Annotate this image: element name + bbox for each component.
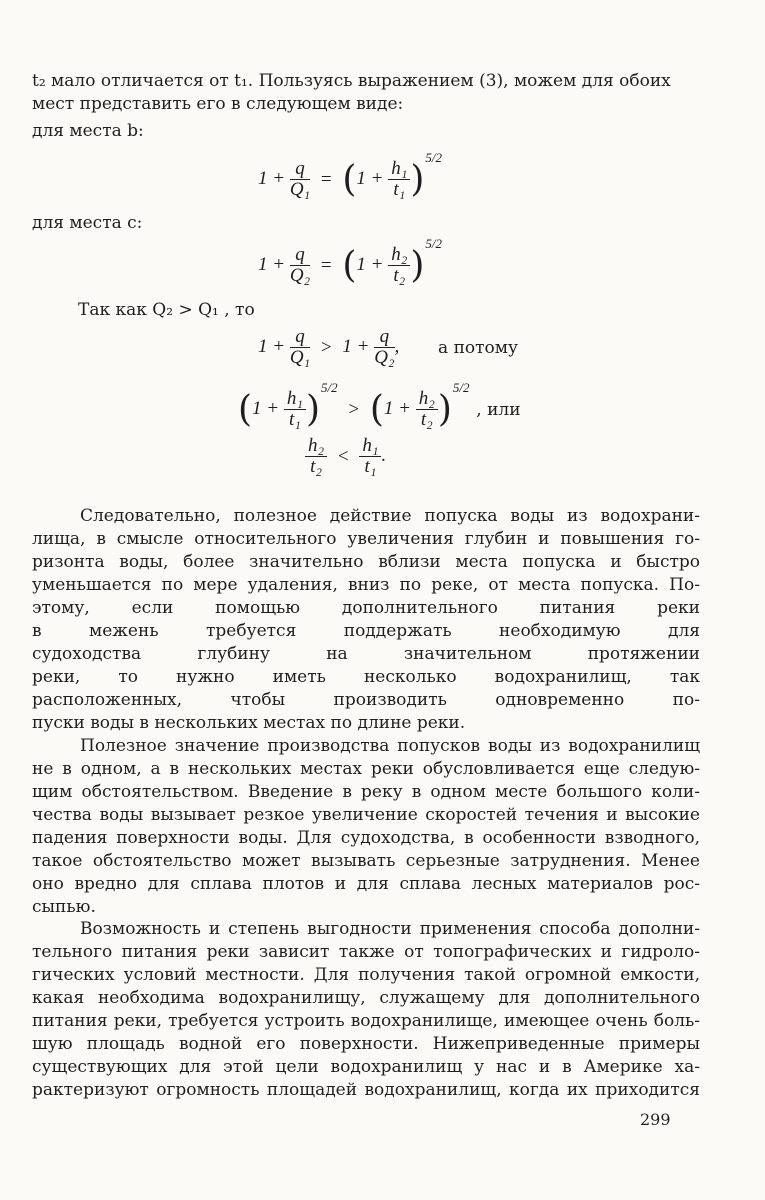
f2-ratio: $\frac{\text{h₂}}{\text{t₂}}$ — [388, 245, 410, 286]
text-line: падения поверхности воды. Для судоходства, в особенности взводного, — [32, 828, 700, 848]
text-line: судоходства глубину на значительном протяжении — [32, 644, 700, 664]
f4-word: , или — [476, 399, 521, 420]
f1-ratio: $\frac{\text{h₁}}{\text{t₁}}$ — [388, 159, 410, 200]
paragraph-1 — [32, 505, 700, 735]
formula-inequality-3: $\frac{\text{h₂}}{\text{t₂}}$ < $\frac{\text{h₁}}{\text{t₁}}$ . — [305, 436, 386, 477]
intro-line-1: t₂ мало отличается от t₁. Пользуясь выражением (3), можем для обоих — [32, 71, 671, 91]
formula-inequality-2: (1 + $\frac{\text{h₁}}{\text{t₁}}$ )$^{5/2}$ > (1 + $\frac{\text{h₂}}{\text{t₂}}$ )$^{5/2}$ , или — [238, 380, 521, 431]
text-line: питания реки, требуется устроить водохранилище, имеющее очень боль- — [32, 1011, 700, 1031]
formula-place-c: 1 + $\frac{q}{\text{Q₂}}$ = (1 + $\frac{\text{h₂}}{\text{t₂}}$ )$^{5/2}$ — [258, 236, 443, 287]
text-line: этому, если помощью дополнительного питания реки — [32, 598, 700, 618]
f1-exponent: 5/2 — [425, 150, 443, 165]
text-line: реки, то нужно иметь несколько водохранилищ, так — [32, 667, 700, 687]
text-line: рактеризуют огромность площадей водохранилищ, когда их приходится — [32, 1080, 700, 1100]
f3-word: а потому — [438, 337, 519, 358]
text-line: Полезное значение производства попусков воды из водохранилищ — [80, 736, 700, 756]
paragraph-2 — [32, 735, 700, 919]
text-line: пуски воды в нескольких местах по длине реки. — [32, 713, 466, 733]
since-text: Так как Q₂ > Q₁ , то — [78, 300, 255, 320]
text-line: не в одном, а в нескольких местах реки обусловливается еще следую- — [32, 759, 700, 779]
formula-inequality-1: 1 + $\frac{q}{\text{Q₁}}$ > 1 + $\frac{q}{\text{Q₂}}$ , а потому — [258, 326, 519, 368]
text-line: такое обстоятельство может вызывать серьезные затруднения. Менее — [32, 851, 700, 871]
text-line: тельного питания реки зависит также от топографических и гидроло- — [32, 942, 700, 962]
f2-exponent: 5/2 — [425, 236, 443, 251]
text-line: ризонта воды, более значительно вблизи места попуска и быстро — [32, 552, 700, 572]
text-line: сыпью. — [32, 897, 96, 917]
f1-equals: = — [320, 168, 332, 190]
page-number: 299 — [640, 1110, 671, 1129]
text-line: чества воды вызывает резкое увеличение скоростей течения и высокие — [32, 805, 700, 825]
text-line: шую площадь водной его поверхности. Нижеприведенные примеры — [32, 1034, 700, 1054]
f2-fraction: $\frac{q}{\text{Q₂}}$ — [289, 244, 311, 287]
text-line: оно вредно для сплава плотов и для сплава лесных материалов рос- — [32, 874, 700, 894]
text-line: расположенных, чтобы производить одновременно по- — [32, 690, 700, 710]
text-line: существующих для этой цели водохранилищ у нас и в Америке ха- — [32, 1057, 700, 1077]
paragraph-3 — [32, 918, 700, 1102]
text-line: Возможность и степень выгодности применения способа дополни- — [80, 919, 700, 939]
intro-line-2: мест представить его в следующем виде: — [32, 94, 404, 114]
text-line: гических условий местности. Для получения такой огромной емкости, — [32, 965, 700, 985]
text-line: щим обстоятельством. Введение в реку в одном месте большого коли- — [32, 782, 700, 802]
text-line: лища, в смысле относительного увеличения глубин и повышения го- — [32, 529, 700, 549]
formula-place-b: 1 + $\frac{q}{\text{Q₁}}$ = (1 + $\frac{\text{h₁}}{\text{t₁}}$ )$^{5/2}$ — [258, 150, 443, 201]
label-place-c: для места c: — [32, 213, 143, 233]
text-line: Следовательно, полезное действие попуска воды из водохрани- — [80, 506, 700, 526]
text-line: в межень требуется поддержать необходимую для — [32, 621, 700, 641]
f1-fraction: $\frac{q}{\text{Q₁}}$ — [289, 158, 311, 201]
text-line: какая необходима водохранилищу, служащему для дополнительного — [32, 988, 700, 1008]
label-place-b: для места b: — [32, 121, 144, 141]
f1-left-one: 1 + — [258, 168, 286, 189]
text-line: уменьшается по мере удаления, вниз по реке, от места попуска. По- — [32, 575, 700, 595]
